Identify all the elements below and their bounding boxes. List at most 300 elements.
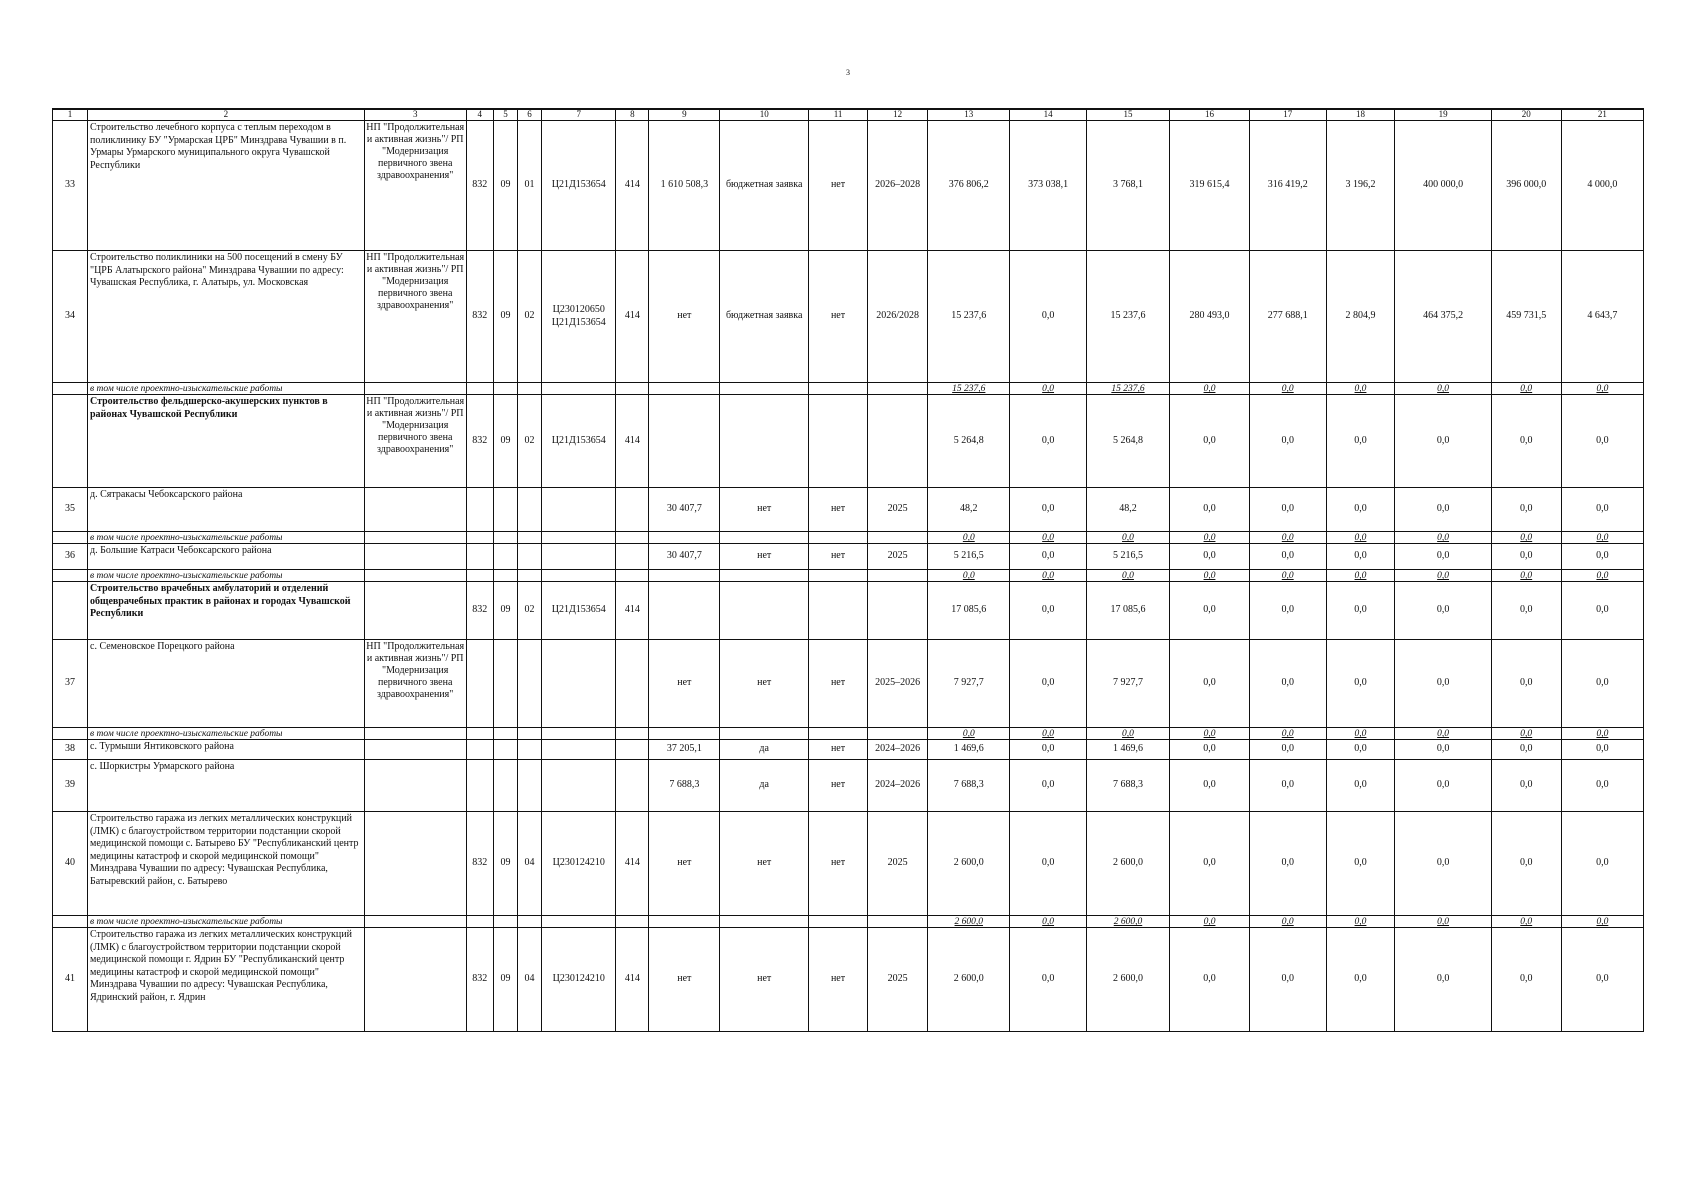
object-name: Строительство фельдшерско-акушерских пунктов в районах Чувашской Республики bbox=[88, 395, 365, 488]
design-works-row bbox=[53, 570, 1644, 582]
cell-c7 bbox=[542, 728, 616, 740]
column-number-cell: 17 bbox=[1249, 109, 1326, 121]
cell-c9: 30 407,7 bbox=[649, 544, 720, 570]
cell-c5: 09 bbox=[493, 928, 517, 1032]
cell-c15: 7 927,7 bbox=[1086, 640, 1169, 728]
cell-c11 bbox=[809, 728, 868, 740]
cell-c17: 0,0 bbox=[1249, 916, 1326, 928]
cell-c8 bbox=[616, 532, 649, 544]
cell-c20: 0,0 bbox=[1491, 570, 1561, 582]
cell-c21: 0,0 bbox=[1561, 640, 1643, 728]
cell-c17: 277 688,1 bbox=[1249, 251, 1326, 383]
cell-c10: бюджетная заявка bbox=[720, 121, 809, 251]
cell-c12 bbox=[868, 582, 928, 640]
cell-c14: 0,0 bbox=[1010, 395, 1087, 488]
object-name: д. Сятракасы Чебоксарского района bbox=[88, 488, 365, 532]
cell-c6 bbox=[517, 544, 541, 570]
cell-c16: 0,0 bbox=[1170, 728, 1250, 740]
cell-c6 bbox=[517, 916, 541, 928]
cell-c10: бюджетная заявка bbox=[720, 251, 809, 383]
cell-c20: 0,0 bbox=[1491, 395, 1561, 488]
cell-c18: 0,0 bbox=[1326, 640, 1395, 728]
cell-c9: 7 688,3 bbox=[649, 760, 720, 812]
cell-c7 bbox=[542, 760, 616, 812]
program-cell: НП "Продолжительная и активная жизнь"/ РП "Модернизация первичного звена здравоохранения" bbox=[364, 395, 466, 488]
cell-c10: нет bbox=[720, 544, 809, 570]
cell-c15: 17 085,6 bbox=[1086, 582, 1169, 640]
object-row bbox=[53, 251, 1644, 383]
cell-c17: 0,0 bbox=[1249, 582, 1326, 640]
cell-c7 bbox=[542, 640, 616, 728]
design-works-row bbox=[53, 383, 1644, 395]
cell-c13: 1 469,6 bbox=[928, 740, 1010, 760]
cell-c4 bbox=[466, 570, 493, 582]
column-number-cell: 15 bbox=[1086, 109, 1169, 121]
cell-c14: 0,0 bbox=[1010, 916, 1087, 928]
cell-c8 bbox=[616, 740, 649, 760]
cell-c4 bbox=[466, 760, 493, 812]
cell-c13: 0,0 bbox=[928, 570, 1010, 582]
object-name: Строительство поликлиники на 500 посещений в смену БУ "ЦРБ Алатырского района" Минздрава Чувашии по адресу: Чувашская Республика, г. Алатырь, ул. Московская bbox=[88, 251, 365, 383]
column-number-cell: 16 bbox=[1170, 109, 1250, 121]
cell-c8: 414 bbox=[616, 812, 649, 916]
cell-c21: 0,0 bbox=[1561, 728, 1643, 740]
cell-c5 bbox=[493, 570, 517, 582]
row-number: 39 bbox=[53, 760, 88, 812]
cell-c4 bbox=[466, 488, 493, 532]
cell-c6: 02 bbox=[517, 251, 541, 383]
cell-c19: 0,0 bbox=[1395, 916, 1491, 928]
cell-c18: 0,0 bbox=[1326, 728, 1395, 740]
cell-c6: 01 bbox=[517, 121, 541, 251]
cell-c17: 316 419,2 bbox=[1249, 121, 1326, 251]
cell-c8 bbox=[616, 640, 649, 728]
cell-c18: 0,0 bbox=[1326, 740, 1395, 760]
program-cell: НП "Продолжительная и активная жизнь"/ РП "Модернизация первичного звена здравоохранения" bbox=[364, 251, 466, 383]
row-number: 37 bbox=[53, 640, 88, 728]
cell-c18: 0,0 bbox=[1326, 928, 1395, 1032]
column-number-cell: 21 bbox=[1561, 109, 1643, 121]
cell-c16: 0,0 bbox=[1170, 916, 1250, 928]
cell-c21: 0,0 bbox=[1561, 928, 1643, 1032]
column-number-cell: 1 bbox=[53, 109, 88, 121]
column-number-cell: 10 bbox=[720, 109, 809, 121]
cell-c18: 0,0 bbox=[1326, 916, 1395, 928]
cell-c9 bbox=[649, 395, 720, 488]
cell-c21: 0,0 bbox=[1561, 532, 1643, 544]
cell-c11: нет bbox=[809, 640, 868, 728]
row-number: 34 bbox=[53, 251, 88, 383]
cell-c10: да bbox=[720, 740, 809, 760]
cell-c7 bbox=[542, 488, 616, 532]
cell-c6: 02 bbox=[517, 395, 541, 488]
cell-c8 bbox=[616, 544, 649, 570]
cell-c15: 1 469,6 bbox=[1086, 740, 1169, 760]
cell-c10: нет bbox=[720, 812, 809, 916]
cell-c11 bbox=[809, 532, 868, 544]
cell-c11: нет bbox=[809, 740, 868, 760]
cell-c16: 0,0 bbox=[1170, 395, 1250, 488]
cell-c12: 2025 bbox=[868, 544, 928, 570]
cell-c13: 2 600,0 bbox=[928, 928, 1010, 1032]
cell-c6 bbox=[517, 488, 541, 532]
cell-c18: 0,0 bbox=[1326, 760, 1395, 812]
cell-c19: 0,0 bbox=[1395, 532, 1491, 544]
cell-c18: 0,0 bbox=[1326, 544, 1395, 570]
cell-c4 bbox=[466, 740, 493, 760]
cell-c20: 0,0 bbox=[1491, 728, 1561, 740]
cell-c4: 832 bbox=[466, 582, 493, 640]
cell-c5: 09 bbox=[493, 812, 517, 916]
cell-c17: 0,0 bbox=[1249, 488, 1326, 532]
cell-c14: 0,0 bbox=[1010, 640, 1087, 728]
cell-c16: 0,0 bbox=[1170, 740, 1250, 760]
cell-c10 bbox=[720, 916, 809, 928]
cell-c5 bbox=[493, 728, 517, 740]
cell-c5: 09 bbox=[493, 582, 517, 640]
row-number: 40 bbox=[53, 812, 88, 916]
cell-c20: 0,0 bbox=[1491, 544, 1561, 570]
row-number bbox=[53, 916, 88, 928]
object-name: Строительство врачебных амбулаторий и отделений общеврачебных практик в районах и городах Чувашской Республики bbox=[88, 582, 365, 640]
cell-c8 bbox=[616, 760, 649, 812]
column-number-cell: 5 bbox=[493, 109, 517, 121]
cell-c13: 7 927,7 bbox=[928, 640, 1010, 728]
cell-c11: нет bbox=[809, 251, 868, 383]
cell-c4 bbox=[466, 532, 493, 544]
cell-c18: 0,0 bbox=[1326, 812, 1395, 916]
design-works-label: в том числе проектно-изыскательские работы bbox=[88, 916, 365, 928]
cell-c15: 15 237,6 bbox=[1086, 383, 1169, 395]
cell-c15: 2 600,0 bbox=[1086, 812, 1169, 916]
cell-c11: нет bbox=[809, 928, 868, 1032]
cell-c13: 2 600,0 bbox=[928, 916, 1010, 928]
object-name: Строительство гаража из легких металлических конструкций (ЛМК) с благоустройством территории подстанции скорой медицинской помощи с. Батырево БУ "Республиканский центр медицины катастроф и скорой медицинской помощи" Минздрава Чувашии по адресу: Чувашская Республика, Батыревский район, с. Батырево bbox=[88, 812, 365, 916]
program-cell bbox=[364, 916, 466, 928]
cell-c19: 0,0 bbox=[1395, 383, 1491, 395]
cell-c19: 464 375,2 bbox=[1395, 251, 1491, 383]
program-cell bbox=[364, 383, 466, 395]
cell-c20: 0,0 bbox=[1491, 760, 1561, 812]
cell-c21: 0,0 bbox=[1561, 812, 1643, 916]
cell-c7 bbox=[542, 916, 616, 928]
cell-c15: 0,0 bbox=[1086, 532, 1169, 544]
row-number: 38 bbox=[53, 740, 88, 760]
cell-c8 bbox=[616, 916, 649, 928]
cell-c16: 0,0 bbox=[1170, 544, 1250, 570]
cell-c11 bbox=[809, 570, 868, 582]
cell-c20: 0,0 bbox=[1491, 532, 1561, 544]
cell-c17: 0,0 bbox=[1249, 395, 1326, 488]
cell-c19: 0,0 bbox=[1395, 812, 1491, 916]
cell-c18: 0,0 bbox=[1326, 383, 1395, 395]
cell-c12: 2025 bbox=[868, 812, 928, 916]
cell-c16: 0,0 bbox=[1170, 383, 1250, 395]
cell-c16: 0,0 bbox=[1170, 570, 1250, 582]
cell-c6 bbox=[517, 740, 541, 760]
cell-c4: 832 bbox=[466, 928, 493, 1032]
cell-c17: 0,0 bbox=[1249, 570, 1326, 582]
cell-c18: 0,0 bbox=[1326, 532, 1395, 544]
cell-c14: 0,0 bbox=[1010, 488, 1087, 532]
cell-c21: 0,0 bbox=[1561, 582, 1643, 640]
cell-c12: 2025 bbox=[868, 928, 928, 1032]
cell-c13: 0,0 bbox=[928, 728, 1010, 740]
cell-c12 bbox=[868, 728, 928, 740]
program-cell bbox=[364, 488, 466, 532]
cell-c17: 0,0 bbox=[1249, 728, 1326, 740]
cell-c9: нет bbox=[649, 251, 720, 383]
cell-c8 bbox=[616, 728, 649, 740]
cell-c20: 0,0 bbox=[1491, 812, 1561, 916]
design-works-label: в том числе проектно-изыскательские работы bbox=[88, 383, 365, 395]
column-number-cell: 12 bbox=[868, 109, 928, 121]
cell-c14: 0,0 bbox=[1010, 760, 1087, 812]
cell-c7: Ц230120650 Ц21Д153654 bbox=[542, 251, 616, 383]
cell-c20: 0,0 bbox=[1491, 582, 1561, 640]
cell-c18: 0,0 bbox=[1326, 488, 1395, 532]
cell-c19: 0,0 bbox=[1395, 488, 1491, 532]
cell-c14: 0,0 bbox=[1010, 383, 1087, 395]
cell-c9 bbox=[649, 570, 720, 582]
cell-c15: 3 768,1 bbox=[1086, 121, 1169, 251]
row-number: 35 bbox=[53, 488, 88, 532]
program-cell bbox=[364, 532, 466, 544]
column-number-cell: 13 bbox=[928, 109, 1010, 121]
cell-c6: 02 bbox=[517, 582, 541, 640]
object-row bbox=[53, 812, 1644, 916]
cell-c7 bbox=[542, 383, 616, 395]
cell-c4 bbox=[466, 544, 493, 570]
cell-c16: 319 615,4 bbox=[1170, 121, 1250, 251]
cell-c7: Ц21Д153654 bbox=[542, 121, 616, 251]
cell-c21: 4 643,7 bbox=[1561, 251, 1643, 383]
cell-c17: 0,0 bbox=[1249, 928, 1326, 1032]
cell-c14: 0,0 bbox=[1010, 570, 1087, 582]
cell-c16: 0,0 bbox=[1170, 640, 1250, 728]
design-works-row bbox=[53, 728, 1644, 740]
cell-c12: 2026–2028 bbox=[868, 121, 928, 251]
row-number: 36 bbox=[53, 544, 88, 570]
cell-c14: 0,0 bbox=[1010, 812, 1087, 916]
column-number-row bbox=[53, 109, 1644, 121]
object-name: Строительство лечебного корпуса с теплым переходом в поликлинику БУ "Урмарская ЦРБ" Минздрава Чувашии в п. Урмары Урмарского муниципального округа Чувашской Республики bbox=[88, 121, 365, 251]
cell-c9 bbox=[649, 916, 720, 928]
design-works-label: в том числе проектно-изыскательские работы bbox=[88, 728, 365, 740]
cell-c19: 0,0 bbox=[1395, 760, 1491, 812]
cell-c5 bbox=[493, 640, 517, 728]
cell-c8 bbox=[616, 570, 649, 582]
cell-c20: 0,0 bbox=[1491, 488, 1561, 532]
object-row bbox=[53, 928, 1644, 1032]
design-works-label: в том числе проектно-изыскательские работы bbox=[88, 532, 365, 544]
row-number bbox=[53, 582, 88, 640]
cell-c14: 0,0 bbox=[1010, 928, 1087, 1032]
cell-c5 bbox=[493, 544, 517, 570]
cell-c18: 0,0 bbox=[1326, 582, 1395, 640]
cell-c6 bbox=[517, 760, 541, 812]
cell-c15: 15 237,6 bbox=[1086, 251, 1169, 383]
design-works-row bbox=[53, 532, 1644, 544]
cell-c20: 0,0 bbox=[1491, 383, 1561, 395]
cell-c5 bbox=[493, 383, 517, 395]
cell-c17: 0,0 bbox=[1249, 812, 1326, 916]
row-number bbox=[53, 570, 88, 582]
column-number-cell: 3 bbox=[364, 109, 466, 121]
cell-c14: 0,0 bbox=[1010, 728, 1087, 740]
column-number-cell: 14 bbox=[1010, 109, 1087, 121]
cell-c15: 5 264,8 bbox=[1086, 395, 1169, 488]
object-row bbox=[53, 640, 1644, 728]
cell-c5 bbox=[493, 740, 517, 760]
cell-c21: 0,0 bbox=[1561, 916, 1643, 928]
cell-c12 bbox=[868, 570, 928, 582]
cell-c9 bbox=[649, 582, 720, 640]
cell-c5: 09 bbox=[493, 251, 517, 383]
program-cell bbox=[364, 812, 466, 916]
cell-c21: 4 000,0 bbox=[1561, 121, 1643, 251]
cell-c11: нет bbox=[809, 544, 868, 570]
cell-c9: нет bbox=[649, 640, 720, 728]
cell-c21: 0,0 bbox=[1561, 760, 1643, 812]
cell-c7 bbox=[542, 544, 616, 570]
cell-c6 bbox=[517, 383, 541, 395]
cell-c9: 37 205,1 bbox=[649, 740, 720, 760]
cell-c16: 0,0 bbox=[1170, 488, 1250, 532]
cell-c10: нет bbox=[720, 488, 809, 532]
cell-c14: 0,0 bbox=[1010, 740, 1087, 760]
cell-c18: 0,0 bbox=[1326, 570, 1395, 582]
cell-c14: 373 038,1 bbox=[1010, 121, 1087, 251]
cell-c11: нет bbox=[809, 121, 868, 251]
cell-c10: нет bbox=[720, 640, 809, 728]
cell-c14: 0,0 bbox=[1010, 544, 1087, 570]
cell-c12 bbox=[868, 383, 928, 395]
cell-c9 bbox=[649, 383, 720, 395]
cell-c4 bbox=[466, 916, 493, 928]
cell-c20: 396 000,0 bbox=[1491, 121, 1561, 251]
cell-c12 bbox=[868, 916, 928, 928]
cell-c10: нет bbox=[720, 928, 809, 1032]
cell-c5: 09 bbox=[493, 395, 517, 488]
column-number-cell: 6 bbox=[517, 109, 541, 121]
row-number bbox=[53, 395, 88, 488]
cell-c7: Ц21Д153654 bbox=[542, 582, 616, 640]
cell-c12: 2024–2026 bbox=[868, 740, 928, 760]
cell-c13: 15 237,6 bbox=[928, 383, 1010, 395]
cell-c12: 2025–2026 bbox=[868, 640, 928, 728]
cell-c8 bbox=[616, 383, 649, 395]
cell-c19: 0,0 bbox=[1395, 928, 1491, 1032]
investment-objects-table bbox=[52, 108, 1644, 1032]
cell-c20: 459 731,5 bbox=[1491, 251, 1561, 383]
row-number bbox=[53, 728, 88, 740]
cell-c19: 0,0 bbox=[1395, 640, 1491, 728]
program-cell bbox=[364, 582, 466, 640]
cell-c21: 0,0 bbox=[1561, 488, 1643, 532]
cell-c16: 280 493,0 bbox=[1170, 251, 1250, 383]
cell-c13: 15 237,6 bbox=[928, 251, 1010, 383]
object-row bbox=[53, 488, 1644, 532]
cell-c12 bbox=[868, 395, 928, 488]
cell-c7: Ц230124210 bbox=[542, 928, 616, 1032]
cell-c10 bbox=[720, 570, 809, 582]
cell-c16: 0,0 bbox=[1170, 532, 1250, 544]
cell-c10: да bbox=[720, 760, 809, 812]
cell-c8: 414 bbox=[616, 395, 649, 488]
cell-c12: 2026/2028 bbox=[868, 251, 928, 383]
cell-c17: 0,0 bbox=[1249, 544, 1326, 570]
cell-c8: 414 bbox=[616, 121, 649, 251]
cell-c18: 0,0 bbox=[1326, 395, 1395, 488]
cell-c10 bbox=[720, 383, 809, 395]
cell-c4: 832 bbox=[466, 121, 493, 251]
cell-c7 bbox=[542, 740, 616, 760]
cell-c4: 832 bbox=[466, 812, 493, 916]
cell-c15: 2 600,0 bbox=[1086, 916, 1169, 928]
column-number-cell: 8 bbox=[616, 109, 649, 121]
cell-c6: 04 bbox=[517, 812, 541, 916]
object-row bbox=[53, 121, 1644, 251]
cell-c21: 0,0 bbox=[1561, 395, 1643, 488]
cell-c19: 0,0 bbox=[1395, 570, 1491, 582]
group-row bbox=[53, 582, 1644, 640]
cell-c6 bbox=[517, 532, 541, 544]
cell-c20: 0,0 bbox=[1491, 740, 1561, 760]
cell-c7: Ц21Д153654 bbox=[542, 395, 616, 488]
column-number-cell: 19 bbox=[1395, 109, 1491, 121]
row-number bbox=[53, 532, 88, 544]
design-works-label: в том числе проектно-изыскательские работы bbox=[88, 570, 365, 582]
column-number-cell: 4 bbox=[466, 109, 493, 121]
cell-c9: 1 610 508,3 bbox=[649, 121, 720, 251]
column-number-cell: 18 bbox=[1326, 109, 1395, 121]
column-number-cell: 20 bbox=[1491, 109, 1561, 121]
cell-c6 bbox=[517, 640, 541, 728]
program-cell: НП "Продолжительная и активная жизнь"/ РП "Модернизация первичного звена здравоохранения" bbox=[364, 640, 466, 728]
cell-c13: 48,2 bbox=[928, 488, 1010, 532]
cell-c4 bbox=[466, 640, 493, 728]
program-cell bbox=[364, 544, 466, 570]
cell-c12: 2024–2026 bbox=[868, 760, 928, 812]
cell-c9: нет bbox=[649, 928, 720, 1032]
cell-c16: 0,0 bbox=[1170, 582, 1250, 640]
object-row bbox=[53, 760, 1644, 812]
cell-c12 bbox=[868, 532, 928, 544]
cell-c13: 5 216,5 bbox=[928, 544, 1010, 570]
cell-c19: 0,0 bbox=[1395, 740, 1491, 760]
row-number: 41 bbox=[53, 928, 88, 1032]
cell-c17: 0,0 bbox=[1249, 532, 1326, 544]
cell-c6 bbox=[517, 570, 541, 582]
cell-c5 bbox=[493, 532, 517, 544]
object-name: с. Шоркистры Урмарского района bbox=[88, 760, 365, 812]
cell-c10 bbox=[720, 395, 809, 488]
page-number: 3 bbox=[846, 68, 850, 77]
cell-c10 bbox=[720, 532, 809, 544]
cell-c15: 7 688,3 bbox=[1086, 760, 1169, 812]
cell-c11 bbox=[809, 395, 868, 488]
cell-c16: 0,0 bbox=[1170, 812, 1250, 916]
object-name: с. Семеновское Порецкого района bbox=[88, 640, 365, 728]
cell-c4: 832 bbox=[466, 251, 493, 383]
cell-c17: 0,0 bbox=[1249, 740, 1326, 760]
cell-c11 bbox=[809, 383, 868, 395]
cell-c19: 0,0 bbox=[1395, 728, 1491, 740]
object-name: д. Большие Катраси Чебоксарского района bbox=[88, 544, 365, 570]
program-cell: НП "Продолжительная и активная жизнь"/ РП "Модернизация первичного звена здравоохранения" bbox=[364, 121, 466, 251]
cell-c15: 48,2 bbox=[1086, 488, 1169, 532]
